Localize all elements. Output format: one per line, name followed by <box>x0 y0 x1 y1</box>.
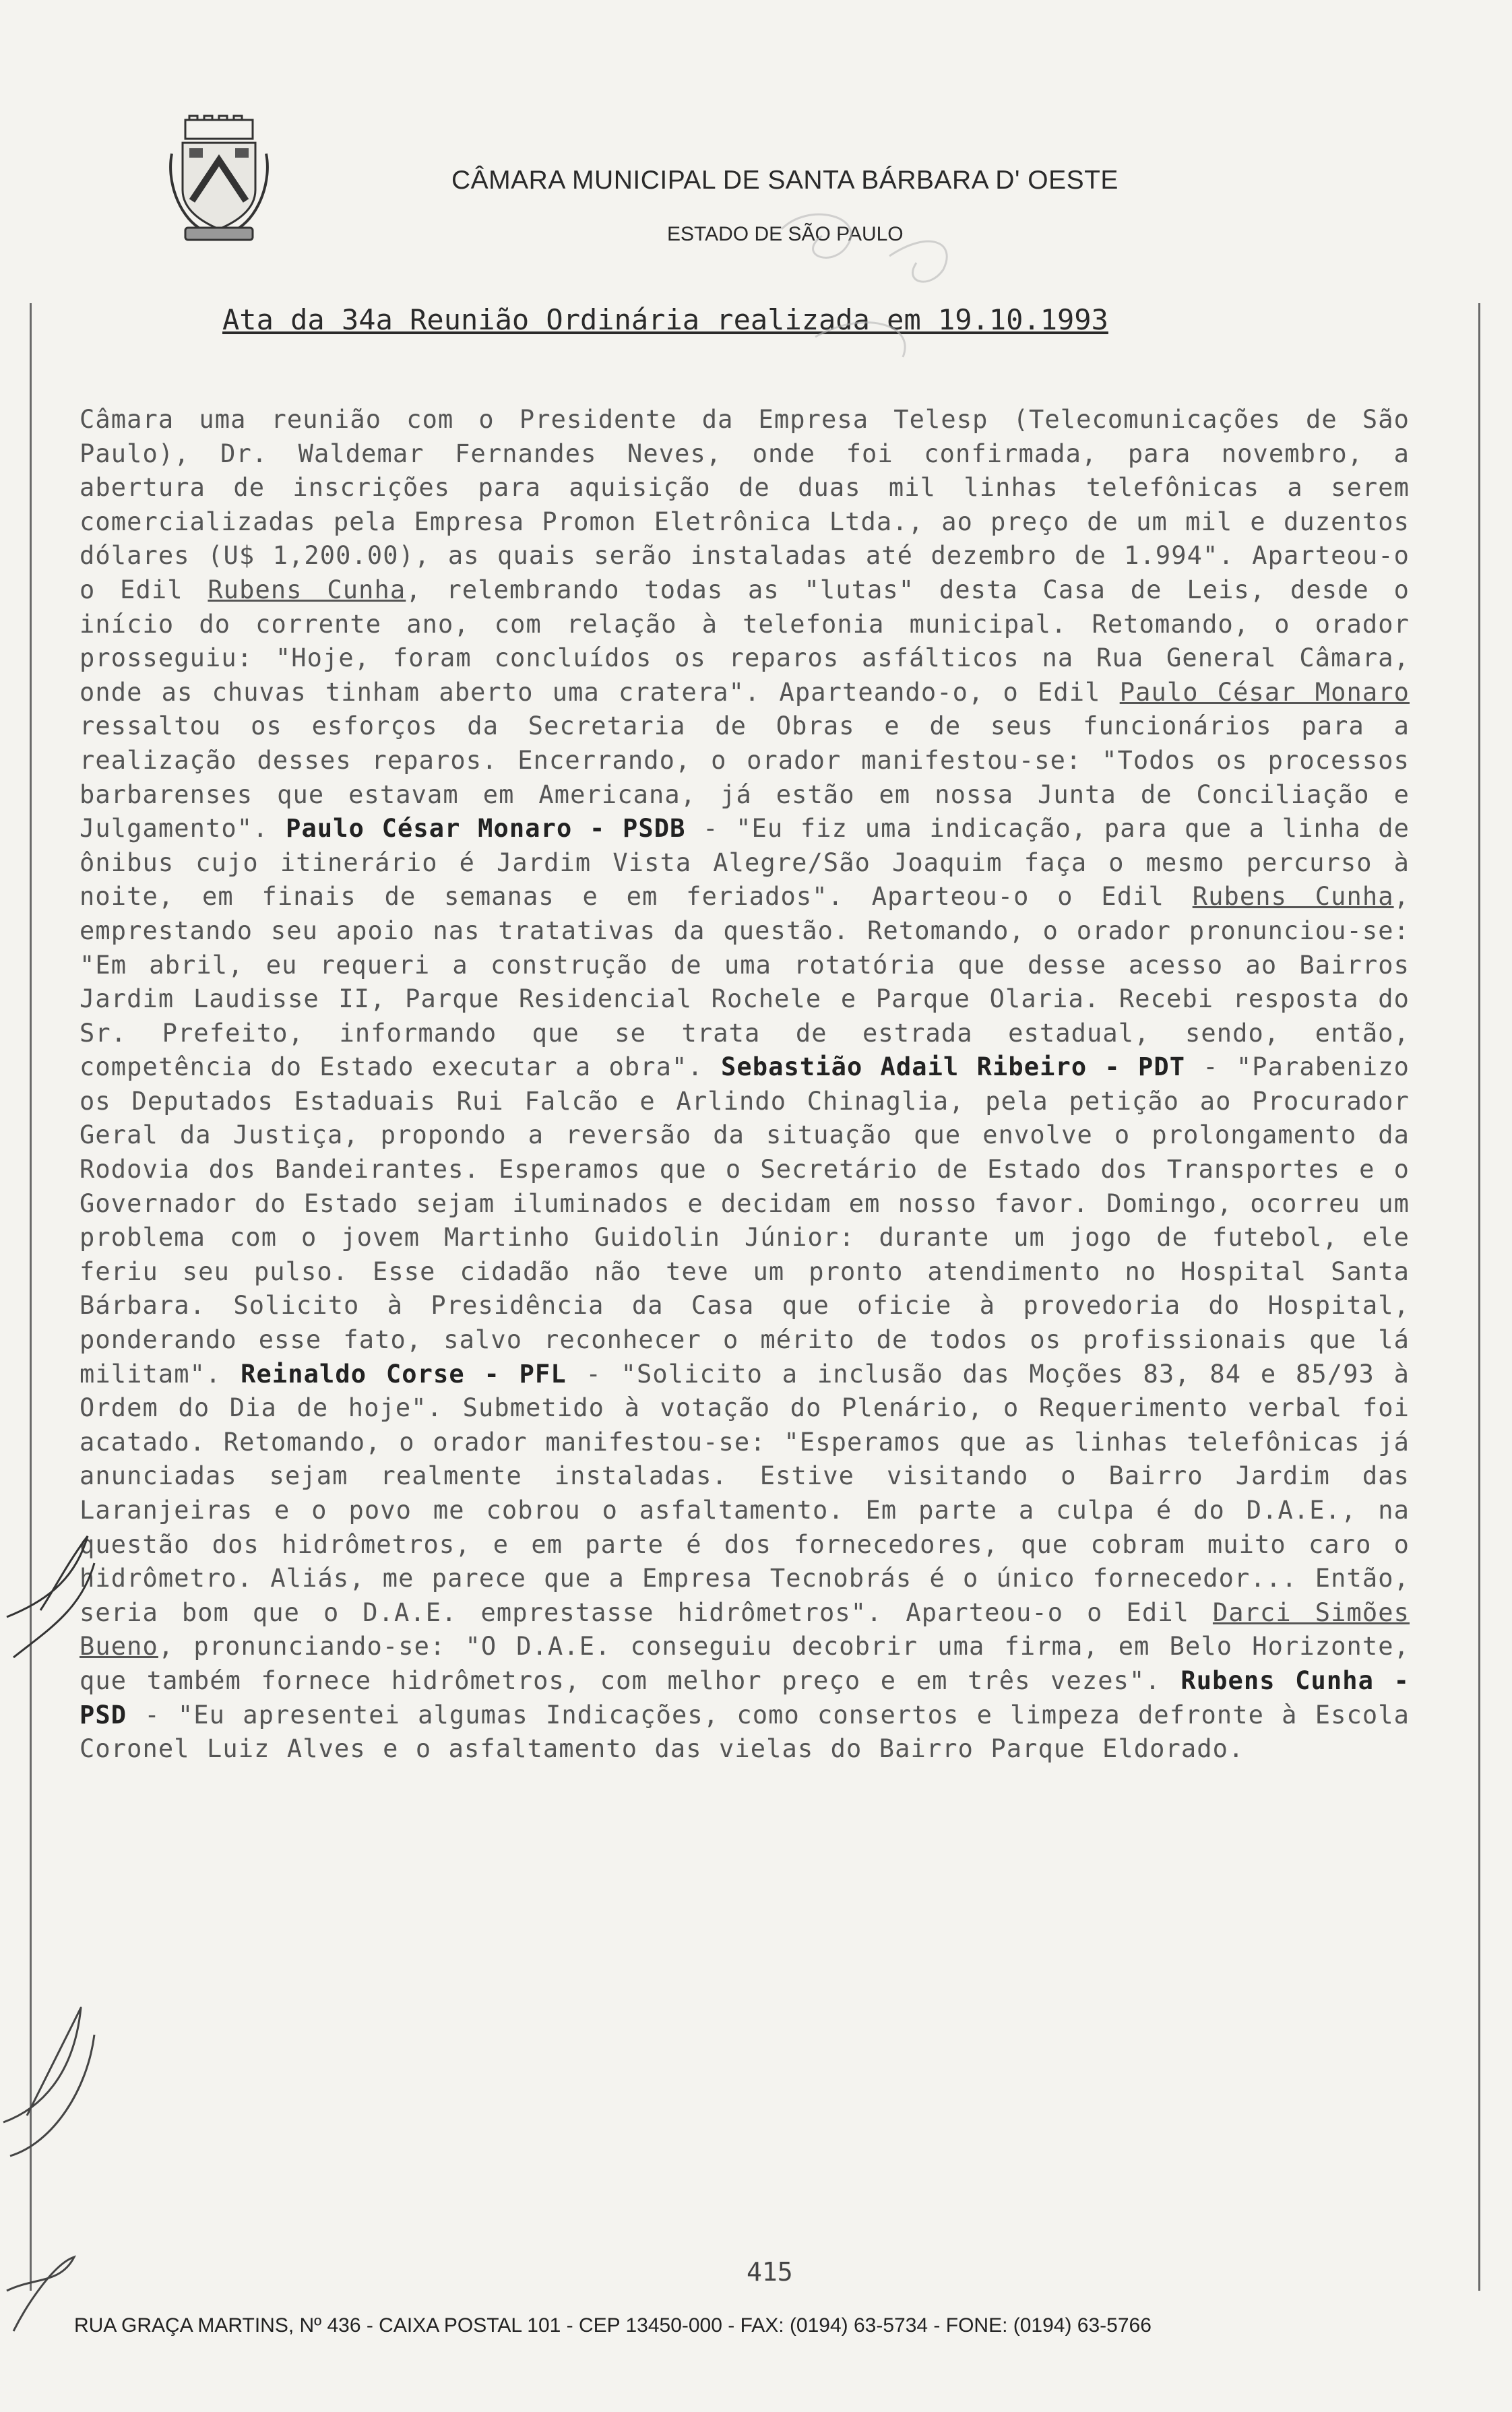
minutes-body <box>80 403 1410 1767</box>
text-run: , emprestando seu apoio nas tratativas da questão. Retomando, o orador pronunciou-se: "Em abril, eu requeri a construção de uma rotatória que desse acesso ao Bairros Jardim Laudisse II, Parque Residencial Rochele e Parque Olaria. Recebi resposta do Sr. Prefeito, informando que se trata de estrada estadual, sendo, então, competência do Estado executar a obra". <box>80 882 1410 1082</box>
text-run: - "Parabenizo os Deputados Estaduais Rui Falcão e Arlindo Chinaglia, pela petição ao Procurador Geral da Justiça, propondo a reversão da situação que envolve o prolongamento da Rodovia dos Bandeirantes. Esperamos que o Secretário de Estado dos Transportes e o Governador do Estado sejam iluminados e decidam em nosso favor. Domingo, ocorreu um problema com o jovem Martinho Guidolin Júnior: durante um jogo de futebol, ele feriu seu pulso. Esse cidadão não teve um pronto atendimento no Hospital Santa Bárbara. Solicito à Presidência da Casa que oficie à provedoria do Hospital, ponderando esse fato, salvo reconhecer o mérito de todos os profissionais que lá militam". <box>80 1052 1410 1389</box>
aparte-name: Darci Simões Bueno <box>80 1597 1410 1661</box>
state-name: ESTADO DE SÃO PAULO <box>667 223 904 245</box>
text-run: - "Eu fiz uma indicação, para que a linha de ônibus cujo itinerário é Jardim Vista Alegre/São Joaquim faça o mesmo percurso à noite, em finais de semanas e em feriados". Aparteou-o o Edil <box>80 814 1410 912</box>
right-margin-line <box>1478 303 1480 2291</box>
text-run: ressaltou os esforços da Secretaria de Obras e de seus funcionários para a realização desses reparos. Encerrando, o orador manifestou-se: "Todos os processos barbarenses que estavam em Americana, já estão em nossa Junta de Conciliação e Julgamento". <box>80 711 1410 844</box>
speaker-name: Reinaldo Corse - PFL <box>241 1359 567 1389</box>
chamber-name: CÂMARA MUNICIPAL DE SANTA BÁRBARA D' OESTE <box>451 166 1119 195</box>
speaker-name: Rubens Cunha - PSD <box>80 1665 1410 1729</box>
text-run: - "Eu apresentei algumas Indicações, como consertos e limpeza defronte à Escola Coronel Luiz Alves e o asfaltamento das vielas do Bairro Parque Eldorado. <box>80 1700 1410 1764</box>
aparte-name: Paulo César Monaro <box>1119 677 1410 707</box>
text-run: , pronunciando-se: "O D.A.E. conseguiu decobrir uma firma, em Belo Horizonte, que também fornece hidrômetros, com melhor preço e em três vezes". <box>80 1632 1410 1695</box>
footer-address: RUA GRAÇA MARTINS, Nº 436 - CAIXA POSTAL 101 - CEP 13450-000 - FAX: (0194) 63-5734 - FONE: (0194) 63-5766 <box>74 2314 1152 2337</box>
aparte-name: Rubens Cunha <box>1192 882 1394 912</box>
page-number: 415 <box>747 2257 793 2287</box>
text-run: Câmara uma reunião com o Presidente da Empresa Telesp (Telecomunicações de São Paulo), Dr. Waldemar Fernandes Neves, onde foi confirmada, para novembro, a abertura de inscrições para aquisição de duas mil linhas telefônicas a serem comercializadas pela Empresa Promon Eletrônica Ltda., ao preço de um mil e duzentos dólares (U$ 1,200.00), as quais serão instaladas até dezembro de 1.994". Aparteou-o o Edil <box>80 405 1410 604</box>
speaker-name: Paulo César Monaro - PSDB <box>286 814 686 844</box>
aparte-name: Rubens Cunha <box>208 575 406 604</box>
text-run: , relembrando todas as "lutas" desta Casa de Leis, desde o início do corrente ano, com relação à telefonia municipal. Retomando, o orador prosseguiu: "Hoje, foram concluídos os reparos asfálticos na Rua General Câmara, onde as chuvas tinham aberto uma cratera". Aparteando-o, o Edil <box>80 575 1410 707</box>
speaker-name: Sebastião Adail Ribeiro - PDT <box>720 1052 1186 1082</box>
municipal-coat-of-arms-icon <box>165 113 273 248</box>
minutes-title: Ata da 34a Reunião Ordinária realizada em 19.10.1993 <box>222 303 1108 336</box>
text-run: - "Solicito a inclusão das Moções 83, 84 e 85/93 à Ordem do Dia de hoje". Submetido à votação do Plenário, o Requerimento verbal foi acatado. Retomando, o orador manifestou-se: "Esperamos que as linhas telefônicas já anunciadas sejam realmente instaladas. Estive visitando o Bairro Jardim das Laranjeiras e o povo me cobrou o asfaltamento. Em parte a culpa é do D.A.E., na questão dos hidrômetros, e em parte é dos fornecedores, que cobram muito caro o hidrômetro. Aliás, me parece que a Empresa Tecnobrás é o único fornecedor... Então, seria bom que o D.A.E. emprestasse hidrômetros". Aparteou-o o Edil <box>80 1359 1410 1627</box>
left-margin-line <box>30 303 32 2291</box>
